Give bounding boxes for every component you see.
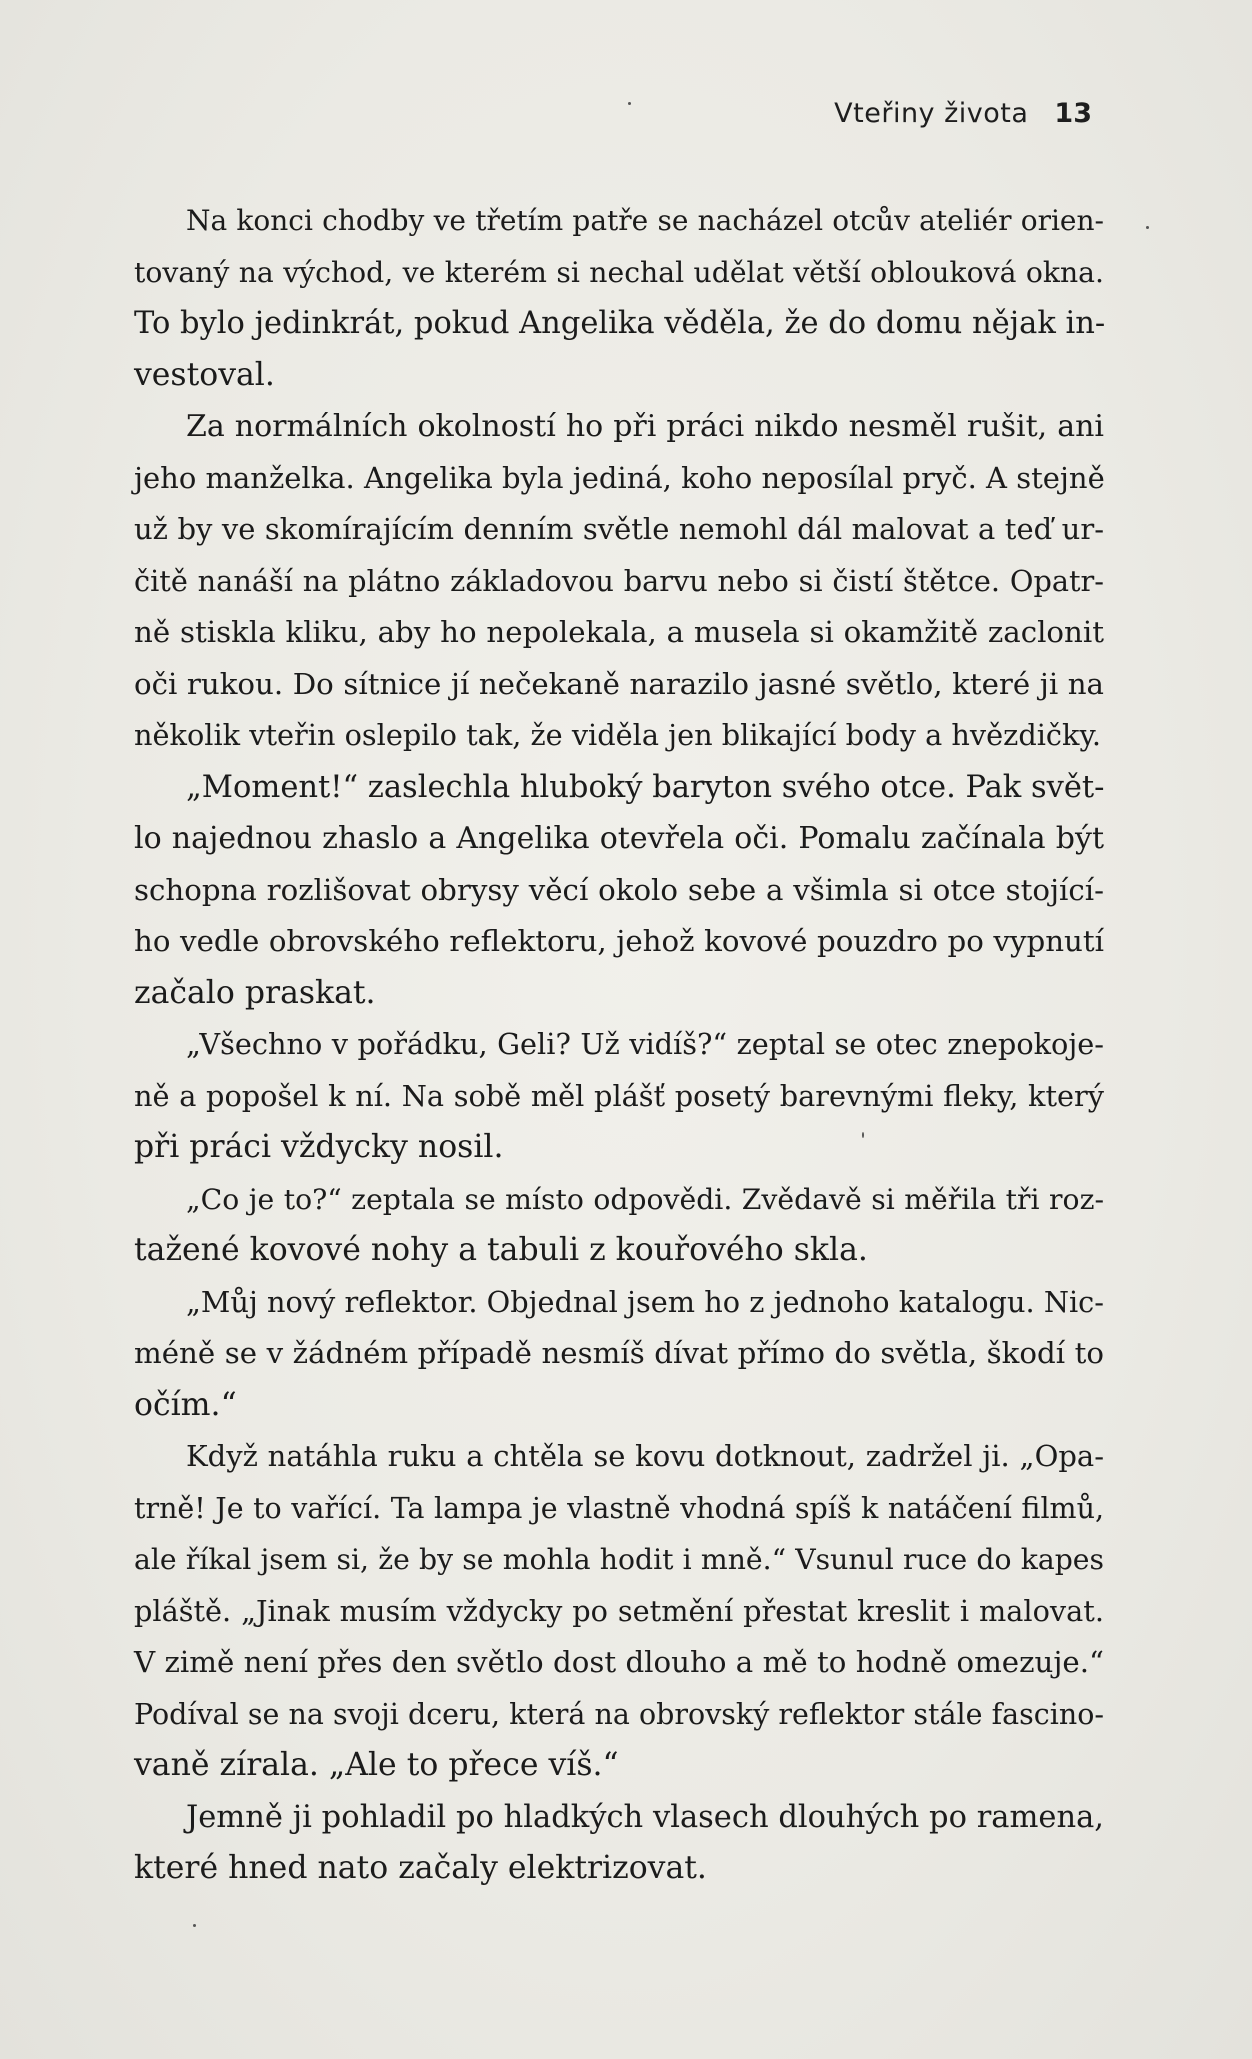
text-line: tovaný na východ, ve kterém si nechal udělat větší oblouková okna.	[134, 255, 1104, 289]
paper-speck	[1146, 226, 1149, 229]
text-line: Na konci chodby ve třetím patře se nacházel otcův ateliér orien-	[186, 204, 1104, 237]
text-line: To bylo jedinkrát, pokud Angelika věděla, že do domu nějak in-	[134, 306, 1106, 341]
text-line: Jemně ji pohladil po hladkých vlasech dlouhých po ramena,	[186, 1799, 1104, 1835]
text-line: ho vedle obrovského reflektoru, jehož kovové pouzdro po vypnutí	[134, 924, 1104, 958]
text-line: „Co je to?“ zeptala se místo odpovědi. Zvědavě si měřila tři roz-	[186, 1182, 1104, 1216]
text-line: oči rukou. Do sítnice jí nečekaně narazilo jasné světlo, které ji na	[134, 666, 1104, 701]
text-line: „Můj nový reflektor. Objednal jsem ho z jednoho katalogu. Nic-	[186, 1284, 1104, 1319]
text-line: „Všechno v pořádku, Geli? Už vidíš?“ zeptal se otec znepokoje-	[186, 1027, 1104, 1061]
text-line: čitě nanáší na plátno základovou barvu nebo si čistí štětce. Opatr-	[134, 563, 1104, 598]
text-line: očím.“	[134, 1386, 237, 1423]
text-line: několik vteřin oslepilo tak, že viděla jen blikající body a hvězdičky.	[134, 718, 1102, 752]
running-title: Vteřiny života	[834, 98, 1029, 129]
text-line: tažené kovové nohy a tabuli z kouřového skla.	[134, 1232, 868, 1268]
text-line: lo najednou zhaslo a Angelika otevřela oči. Pomalu začínala být	[134, 821, 1104, 856]
text-line: schopna rozlišovat obrysy věcí okolo sebe a všimla si otce stojící-	[134, 872, 1104, 907]
text-line: vestoval.	[134, 356, 275, 393]
page-number: 13	[1054, 98, 1092, 129]
text-line: vaně zírala. „Ale to přece víš.“	[134, 1747, 619, 1783]
text-line: „Moment!“ zaslechla hluboký baryton svého otce. Pak svět-	[186, 769, 1105, 805]
running-header	[834, 98, 1092, 129]
text-line: trně! Je to vařící. Ta lampa je vlastně vhodná spíš k natáčení filmů,	[134, 1491, 1104, 1525]
text-line: jeho manželka. Angelika byla jediná, koho neposílal pryč. A stejně	[134, 460, 1105, 495]
paper-speck	[862, 1132, 864, 1138]
text-line: ně stiskla kliku, aby ho nepolekala, a musela si okamžitě zaclonit	[134, 615, 1104, 649]
paper-speck	[193, 1924, 196, 1927]
text-line: už by ve skomírajícím denním světle nemohl dál malovat a teď ur-	[134, 512, 1104, 546]
text-line: začalo praskat.	[134, 974, 376, 1011]
body-text	[134, 195, 1104, 1895]
text-line: ale říkal jsem si, že by se mohla hodit i mně.“ Vsunul ruce do kapes	[134, 1543, 1104, 1576]
text-line: pláště. „Jinak musím vždycky po setmění přestat kreslit i malovat.	[134, 1593, 1104, 1628]
text-line: méně se v žádném případě nesmíš dívat přímo do světla, škodí to	[134, 1336, 1104, 1370]
text-line: které hned nato začaly elektrizovat.	[134, 1850, 707, 1886]
text-line: Když natáhla ruku a chtěla se kovu dotknout, zadržel ji. „Opa-	[186, 1439, 1104, 1473]
text-line: při práci vždycky nosil.	[134, 1129, 504, 1165]
text-line: V zimě není přes den světlo dost dlouho a mě to hodně omezuje.“	[134, 1645, 1104, 1679]
paper-speck	[628, 102, 631, 105]
text-line: ně a popošel k ní. Na sobě měl plášť posetý barevnými fleky, který	[134, 1078, 1104, 1113]
text-line: Podíval se na svoji dceru, která na obrovský reflektor stále fascino-	[134, 1697, 1104, 1731]
text-line: Za normálních okolností ho při práci nikdo nesměl rušit, ani	[186, 409, 1104, 444]
